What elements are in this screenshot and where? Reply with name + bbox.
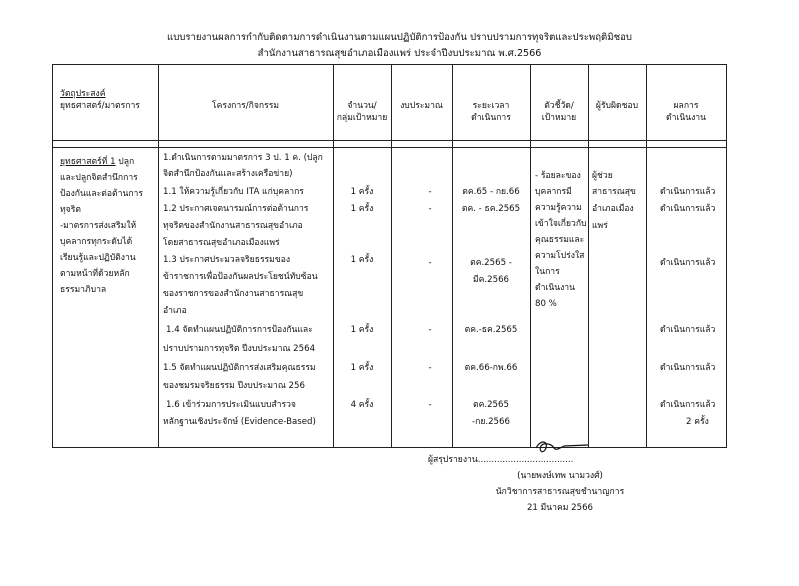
responsible-l2: สาธารณสุข	[592, 187, 636, 197]
signature-dots: ...................................	[477, 455, 574, 465]
count-row-2: 1 ครั้ง	[350, 204, 374, 214]
signer-name: (นายพงษ์เทพ นามวงศ์)	[517, 471, 603, 481]
count-row-4: 1 ครั้ง	[350, 325, 374, 335]
col-border	[391, 64, 392, 448]
header-result-l1: ผลการ	[673, 101, 699, 111]
table-header-divider-2	[52, 147, 727, 148]
strategy-line3: ป้องกันและต่อต้านการ	[60, 189, 143, 199]
result-row-4: ดำเนินการแล้ว	[660, 325, 716, 335]
activity-1-3-l2: ข้าราชการเพื่อป้องกันผลประโยชน์ทับซ้อน	[163, 272, 318, 282]
budget-row-4: -	[428, 325, 432, 335]
col-border	[52, 64, 53, 448]
table-top-border	[52, 64, 727, 65]
strategy-line7: เรียนรู้และปฏิบัติงาน	[60, 253, 136, 263]
header-indicator-l2: เป้าหมาย	[541, 113, 577, 123]
indicator-l9: 80 %	[535, 299, 557, 309]
period-row-5: ตค.66-กพ.66	[464, 363, 518, 373]
col-border	[588, 64, 589, 448]
result-row-3: ดำเนินการแล้ว	[660, 258, 716, 268]
indicator-l1: - ร้อยละของ	[535, 171, 581, 181]
period-row-3-l2: มีค.2566	[472, 275, 510, 285]
handwritten-signature	[532, 436, 592, 456]
header-count-l2: กลุ่มเป้าหมาย	[336, 113, 388, 123]
period-row-4: ตค.-ธค.2565	[464, 325, 518, 335]
budget-row-2: -	[428, 204, 432, 214]
header-period-l1: ระยะเวลา	[472, 101, 510, 111]
activity-1-5-l2: ของชมรมจริยธรรม ปีงบประมาณ 256	[163, 381, 305, 391]
header-period-l2: ดำเนินการ	[471, 113, 511, 123]
reporter-label: ผู้สรุปรายงาน	[428, 455, 478, 465]
activity-1-2-l3: โดยสาธารณสุขอำเภอเมืองแพร่	[163, 238, 280, 248]
table-bottom-border	[52, 447, 727, 448]
budget-row-6: -	[428, 400, 432, 410]
header-result-l2: ดำเนินงาน	[666, 113, 706, 123]
activity-1-1: 1.1 ให้ความรู้เกี่ยวกับ ITA แก่บุคลากร	[163, 187, 304, 197]
activity-1-3-l1: 1.3 ประกาศประมวลจริยธรรมของ	[163, 255, 291, 265]
period-row-3-l1: ตค.2565 -	[470, 258, 512, 268]
strategy-line1-rest: ปลูก	[115, 157, 135, 167]
indicator-l3: ความรู้ความ	[535, 203, 582, 213]
report-title-line2: สำนักงานสาธารณสุขอำเภอเมืองแพร่ ประจำปีงบประมาณ พ.ศ.2566	[257, 48, 542, 59]
table-header-divider	[52, 140, 727, 141]
strategy-line2: และปลูกจิตสำนึกการ	[60, 173, 138, 183]
signer-position: นักวิชาการสาธารณสุขชำนาญการ	[495, 487, 625, 497]
budget-row-5: -	[428, 363, 432, 373]
strategy-line8: ตามหน้าที่ด้วยหลัก	[60, 269, 130, 279]
indicator-l8: ดำเนินงาน	[535, 283, 575, 293]
indicator-l4: เข้าใจเกี่ยวกับ	[535, 219, 587, 229]
activity-1-4-l2: ปราบปรามการทุจริต ปีงบประมาณ 2564	[163, 344, 316, 354]
activity-1-2-l2: ทุจริตของสำนักงานสาธารณสุขอำเภอ	[163, 221, 303, 231]
count-row-1: 1 ครั้ง	[350, 187, 374, 197]
activity-1-6-l1: 1.6 เข้าร่วมการประเมินแบบสำรวจ	[166, 400, 296, 410]
result-row-6-l1: ดำเนินการแล้ว	[660, 400, 716, 410]
period-row-2: ตค. - ธค.2565	[461, 204, 521, 214]
responsible-l1: ผู้ช่วย	[592, 171, 613, 181]
activity-1-3-l3: ของราชการของสำนักงานสาธารณสุข	[163, 289, 304, 299]
result-row-2: ดำเนินการแล้ว	[660, 204, 716, 214]
strategy-label: ยุทธศาสตร์ที่ 1	[60, 157, 116, 167]
budget-row-3: -	[428, 258, 432, 268]
indicator-l2: บุคลากรมี	[535, 187, 572, 197]
activity-1-5-l1: 1.5 จัดทำแผนปฏิบัติการส่งเสริมคุณธรรม	[163, 363, 316, 373]
activity-main-l2: จิตสำนึกป้องกันและสร้างเครือข่าย)	[163, 169, 293, 179]
header-indicator-l1: ตัวชี้วัด/	[544, 101, 574, 111]
result-row-1: ดำเนินการแล้ว	[660, 187, 716, 197]
activity-1-6-l2: หลักฐานเชิงประจักษ์ (Evidence-Based)	[163, 417, 316, 427]
result-row-6-l2: 2 ครั้ง	[686, 417, 709, 427]
activity-1-2-l1: 1.2 ประกาศเจตนารมณ์การต่อต้านการ	[163, 204, 309, 214]
strategy-line6: บุคลากรทุกระดับได้	[60, 237, 133, 247]
header-count-l1: จำนวน/	[347, 101, 377, 111]
period-row-1: ตค.65 - กย.66	[462, 187, 520, 197]
activity-1-4-l1: 1.4 จัดทำแผนปฏิบัติการการป้องกันและ	[166, 325, 313, 335]
count-row-3: 1 ครั้ง	[350, 255, 374, 265]
budget-row-1: -	[428, 187, 432, 197]
indicator-l7: ในการ	[535, 267, 560, 277]
reporter-line	[428, 454, 573, 466]
report-title-line1: แบบรายงานผลการกำกับติดตามการดำเนินงานตามแผนปฏิบัติการป้องกัน ปราบปรามการทุจริตและประพฤติมิชอบ	[167, 32, 632, 43]
strategy-line5: -มาตรการส่งเสริมให้	[60, 221, 137, 231]
activity-1-3-l4: อำเภอ	[163, 306, 187, 316]
count-row-5: 1 ครั้ง	[350, 363, 374, 373]
header-responsible: ผู้รับผิดชอบ	[595, 101, 639, 111]
header-project: โครงการ/กิจกรรม	[211, 101, 280, 111]
strategy-line1	[60, 156, 134, 168]
header-strategy: ยุทธศาสตร์/มาตรการ	[60, 101, 140, 111]
result-row-5: ดำเนินการแล้ว	[660, 363, 716, 373]
responsible-l3: อำเภอเมือง	[592, 204, 634, 214]
responsible-l4: แพร่	[592, 221, 608, 231]
strategy-line9: ธรรมาภิบาล	[60, 285, 107, 295]
header-objective: วัตถุประสงค์	[60, 89, 106, 99]
strategy-line4: ทุจริต	[60, 205, 81, 215]
count-row-6: 4 ครั้ง	[350, 400, 374, 410]
signed-date: 21 มีนาคม 2566	[526, 503, 594, 513]
period-row-6-l2: -กย.2566	[472, 417, 510, 427]
period-row-6-l1: ตค.2565	[473, 400, 509, 410]
col-border	[726, 64, 727, 448]
activity-main-l1: 1.ดำเนินการตามมาตรการ 3 ป. 1 ค. (ปลูก	[163, 153, 323, 163]
indicator-l5: คุณธรรมและ	[535, 235, 585, 245]
header-budget: งบประมาณ	[400, 101, 443, 111]
indicator-l6: ความโปร่งใส	[535, 251, 585, 261]
col-border	[158, 64, 159, 448]
